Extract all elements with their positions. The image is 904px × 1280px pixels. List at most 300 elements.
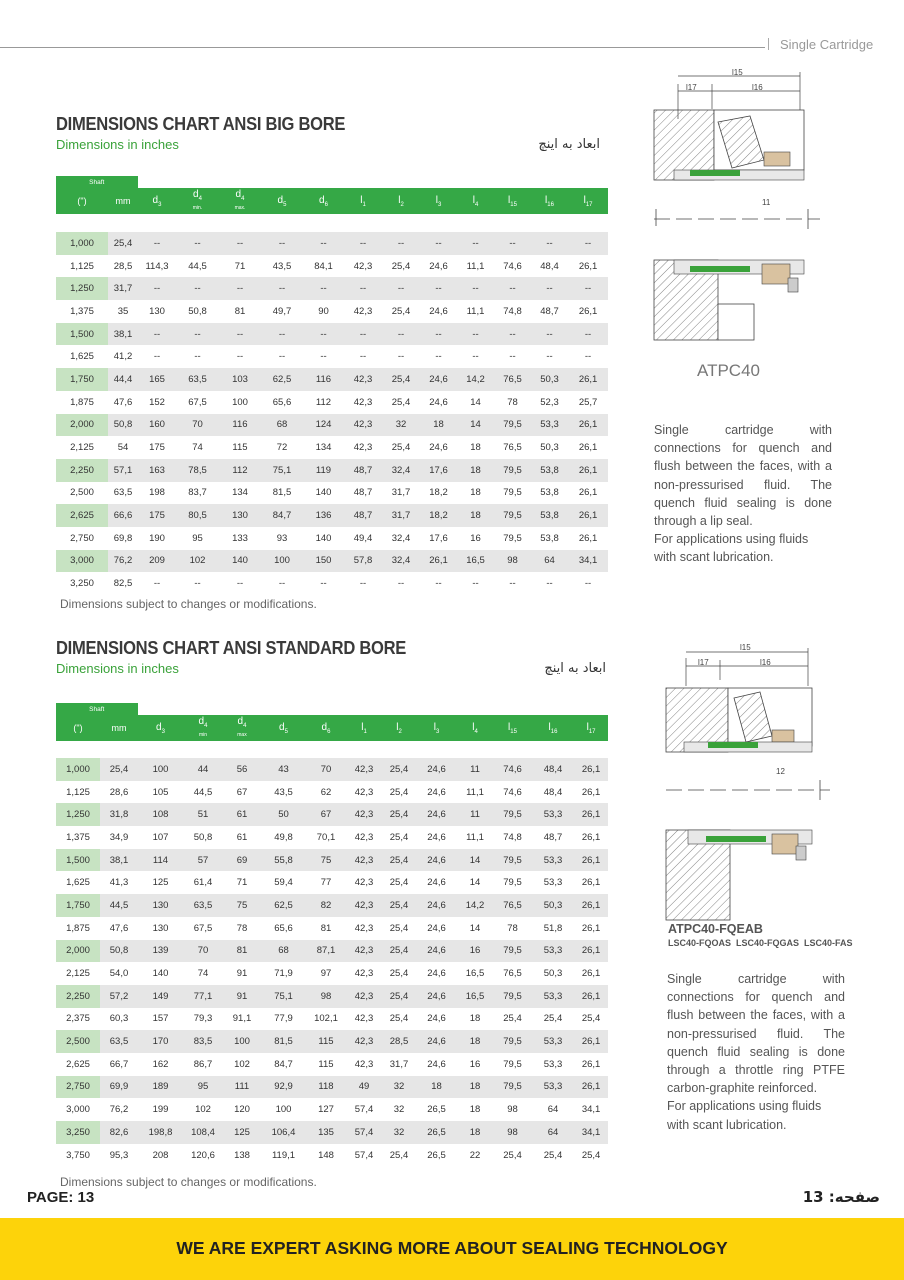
table-cell: 67,5: [193, 922, 213, 934]
std-bore-table: [56, 703, 608, 1166]
table-cell: 163: [138, 459, 176, 482]
table-cell: 136: [303, 504, 344, 527]
table-cell: 54,0: [109, 968, 129, 980]
table-cell: 26,1: [568, 414, 608, 437]
table-row: [56, 391, 608, 414]
table-cell: --: [278, 351, 286, 363]
table-cell: 14: [457, 414, 494, 437]
product2-model: ATPC40-FQEAB: [668, 922, 763, 936]
table-cell: 43,5: [272, 260, 292, 272]
table-cell: 42,3: [354, 1013, 374, 1025]
table-row: [56, 232, 608, 255]
table-cell: --: [320, 351, 327, 363]
table-cell: 108: [138, 803, 183, 826]
table-cell: 91,1: [232, 1013, 252, 1025]
table-cell: 1,250: [56, 803, 100, 826]
table-cell: 60,3: [109, 1013, 129, 1025]
table-cell: 42,3: [346, 894, 382, 917]
table-cell: 150: [303, 550, 344, 573]
col-inch: ("): [56, 715, 100, 741]
table-cell: 78: [236, 922, 248, 934]
table-cell: 26,1: [574, 1030, 608, 1053]
table-cell: 48,7: [353, 487, 373, 499]
table-cell: 92,9: [261, 1076, 306, 1099]
table-cell: 26,1: [420, 550, 457, 573]
table-cell: 1,500: [56, 323, 108, 346]
table-cell: --: [219, 323, 261, 346]
table-cell: 11,1: [466, 260, 485, 272]
table-cell: 115: [232, 442, 248, 454]
table-cell: 79,5: [494, 414, 531, 437]
table-cell: 25,4: [543, 1013, 563, 1025]
table-row: [56, 871, 608, 894]
table-cell: 16: [470, 532, 481, 544]
table-cell: 175: [149, 442, 165, 454]
table-cell: --: [303, 232, 344, 255]
table-cell: 62,5: [261, 368, 303, 391]
table-cell: 65,6: [272, 396, 292, 408]
table-cell: 2,625: [66, 1058, 90, 1070]
table-cell: 26,5: [427, 1104, 446, 1116]
table-cell: 74,8: [503, 831, 522, 843]
table-row: [56, 803, 608, 826]
table-cell: 57,1: [108, 459, 138, 482]
table-cell: 17,6: [429, 532, 448, 544]
col-d4-max: $d_4$ max: [223, 715, 261, 741]
section-label: Single Cartridge: [780, 37, 874, 52]
table-cell: 79,5: [503, 487, 522, 499]
col-l3: $l_3$: [416, 715, 457, 741]
table-row: [56, 300, 608, 323]
table-cell: 72: [276, 442, 288, 454]
table-cell: 69: [223, 849, 261, 872]
table-cell: 130: [138, 894, 183, 917]
table-cell: 49,4: [353, 532, 373, 544]
table-cell: 24,6: [429, 396, 448, 408]
table-cell: 25,4: [391, 396, 411, 408]
table-cell: 100: [138, 758, 183, 781]
table-cell: 34,1: [581, 1104, 601, 1116]
table-cell: 57,4: [354, 1149, 374, 1161]
table-cell: 86,7: [193, 1058, 213, 1070]
table-cell: 66,6: [108, 504, 138, 527]
table-cell: 57,4: [354, 1104, 374, 1116]
table-cell: 18,2: [429, 487, 448, 499]
table-cell: 54: [117, 442, 129, 454]
table-cell: 49,7: [272, 305, 292, 317]
table-cell: 16: [457, 940, 493, 963]
table-cell: 24,6: [416, 940, 457, 963]
table-cell: 70,1: [316, 831, 336, 843]
product1-desc-text: Single cartridge with connections for quench and flush between the faces, with a non-pressurised fluid. The quench fluid sealing is done through a lip seal.: [654, 423, 832, 529]
table-cell: 79,5: [493, 1076, 532, 1099]
product2-desc-text: Single cartridge with connections for quench and flush between the faces, with a non-pressurised fluid. The quench fluid sealing is done through a throttle ring PTFE carbon-graphite reinforced.: [667, 972, 845, 1096]
col-d5: $d_5$: [261, 715, 306, 741]
table-cell: 31,7: [389, 1058, 409, 1070]
std-bore-note: Dimensions subject to changes or modifications.: [60, 1175, 317, 1189]
table-cell: 53,3: [532, 1030, 574, 1053]
table-row: [56, 345, 608, 368]
table-cell: 140: [315, 532, 332, 544]
table-cell: 25,4: [389, 968, 409, 980]
table-cell: 26,1: [568, 368, 608, 391]
table-cell: 53,3: [543, 877, 563, 889]
table-cell: 162: [152, 1058, 169, 1070]
table-cell: 57,2: [100, 985, 138, 1008]
table-cell: 81: [223, 940, 261, 963]
table-cell: 25,4: [382, 894, 416, 917]
table-cell: 82,6: [100, 1121, 138, 1144]
table-cell: 50,8: [193, 831, 213, 843]
table-cell: --: [420, 277, 457, 300]
table-cell: --: [546, 578, 553, 590]
table-cell: --: [261, 277, 303, 300]
table-cell: 2,750: [70, 532, 94, 544]
table-row: [56, 323, 608, 346]
table-cell: 53,3: [532, 1076, 574, 1099]
table-row: [56, 527, 608, 550]
table-cell: 35: [117, 305, 129, 317]
table-cell: 68: [261, 414, 303, 437]
footer-banner: [0, 1218, 904, 1280]
col-mm: mm: [100, 715, 138, 741]
table-cell: 24,6: [416, 894, 457, 917]
table-cell: 42,3: [354, 1058, 374, 1070]
table-cell: 2,000: [56, 414, 108, 437]
table-cell: 130: [152, 922, 169, 934]
table-cell: 135: [306, 1121, 346, 1144]
table-cell: 134: [232, 487, 248, 499]
table-cell: 74,8: [503, 305, 522, 317]
table-cell: 18: [469, 1013, 481, 1025]
table-row: [56, 504, 608, 527]
table-cell: 14: [469, 877, 481, 889]
table-cell: 42,3: [353, 396, 373, 408]
table-cell: --: [236, 578, 244, 590]
table-cell: 34,9: [109, 831, 129, 843]
table-cell: 18: [457, 459, 494, 482]
table-cell: 25,4: [389, 1013, 409, 1025]
table-row: [56, 1008, 608, 1031]
table-cell: 42,3: [353, 305, 373, 317]
table-cell: --: [236, 351, 244, 363]
table-cell: 67: [306, 803, 346, 826]
table-cell: 38,1: [108, 323, 138, 346]
table-cell: 42,3: [346, 985, 382, 1008]
table-cell: 81,5: [272, 487, 292, 499]
col-d6: $d_6$: [303, 188, 344, 214]
table-cell: 17,6: [420, 459, 457, 482]
table-cell: 79,3: [193, 1013, 213, 1025]
table-cell: --: [153, 578, 161, 590]
table-cell: 83,7: [188, 487, 207, 499]
table-cell: --: [219, 232, 261, 255]
table-cell: --: [359, 578, 367, 590]
table-cell: 16,5: [457, 985, 493, 1008]
table-cell: 28,5: [113, 260, 133, 272]
table-cell: 2,375: [66, 1013, 90, 1025]
table-cell: 57: [183, 849, 223, 872]
table-cell: 52,3: [540, 396, 559, 408]
table-cell: 50,8: [100, 940, 138, 963]
table-cell: 1,750: [56, 368, 108, 391]
table-cell: 26,1: [574, 849, 608, 872]
table-cell: 26,1: [574, 940, 608, 963]
table-cell: 91: [223, 985, 261, 1008]
table-cell: 75,1: [261, 985, 306, 1008]
table-cell: 63,5: [113, 487, 133, 499]
table-cell: 3,250: [70, 578, 94, 590]
table-cell: --: [435, 578, 442, 590]
col-l1: $l_1$: [346, 715, 382, 741]
table-cell: 79,5: [493, 985, 532, 1008]
table-cell: 53,3: [532, 940, 574, 963]
col-d3: $d_3$: [138, 188, 176, 214]
table-cell: 79,5: [503, 877, 522, 889]
table-cell: 81: [320, 922, 332, 934]
table-cell: 25,4: [382, 940, 416, 963]
product2-variants: LSC40-FQOAS LSC40-FQGAS LSC40-FAS: [668, 938, 853, 948]
table-cell: 61: [223, 803, 261, 826]
table-cell: 67: [236, 786, 248, 798]
table-cell: --: [219, 277, 261, 300]
table-cell: 44: [183, 758, 223, 781]
shaft-header: Shaft: [56, 176, 138, 188]
table-cell: 1,125: [66, 786, 90, 798]
table-cell: 112: [219, 459, 261, 482]
table-cell: 81: [234, 305, 246, 317]
table-cell: 100: [232, 396, 248, 408]
std-bore-title: DIMENSIONS CHART ANSI STANDARD BORE: [56, 638, 407, 658]
table-cell: 41,3: [109, 877, 129, 889]
table-cell: 25,4: [108, 232, 138, 255]
col-l2: $l_2$: [382, 715, 416, 741]
table-cell: 79,5: [493, 803, 532, 826]
table-cell: 24,6: [427, 968, 446, 980]
table-cell: --: [176, 323, 219, 346]
table-cell: 25,4: [503, 1013, 522, 1025]
big-bore-table: [56, 176, 608, 595]
table-cell: --: [420, 323, 457, 346]
dim-l17: l17: [698, 658, 709, 667]
table-cell: 11,1: [466, 305, 485, 317]
table-cell: 1,250: [56, 277, 108, 300]
table-cell: 24,6: [429, 305, 448, 317]
table-cell: 47,6: [109, 922, 129, 934]
col-mm: mm: [108, 188, 138, 214]
table-cell: --: [472, 351, 479, 363]
table-cell: 48,7: [344, 459, 382, 482]
table-cell: 98: [507, 1104, 518, 1116]
table-cell: 26,1: [568, 504, 608, 527]
table-cell: 82,5: [113, 578, 133, 590]
table-cell: 42,3: [344, 414, 382, 437]
table-cell: 42,3: [354, 877, 374, 889]
table-cell: 24,6: [420, 368, 457, 391]
table-cell: 24,6: [429, 260, 448, 272]
table-row: [56, 1053, 608, 1076]
table-cell: 26,1: [578, 305, 598, 317]
table-cell: 77,1: [183, 985, 223, 1008]
col-l1: $l_1$: [344, 188, 382, 214]
table-cell: --: [138, 323, 176, 346]
table-cell: 2,125: [66, 968, 90, 980]
table-cell: 130: [149, 305, 165, 317]
table-cell: 48,7: [543, 831, 563, 843]
big-bore-note: Dimensions subject to changes or modifications.: [60, 597, 317, 611]
table-cell: 26,1: [581, 968, 601, 980]
header-separator: [768, 38, 769, 50]
table-cell: 38,1: [100, 849, 138, 872]
table-cell: 26,1: [578, 260, 598, 272]
table-cell: 61,4: [193, 877, 213, 889]
table-cell: 25,4: [382, 803, 416, 826]
table-cell: 74,6: [503, 260, 522, 272]
table-cell: 25,4: [389, 831, 409, 843]
table-cell: 1,875: [70, 396, 94, 408]
table-cell: 24,6: [416, 1030, 457, 1053]
table-cell: 103: [219, 368, 261, 391]
table-cell: 32,4: [391, 532, 411, 544]
table-cell: 1,125: [70, 260, 94, 272]
table-cell: 42,3: [346, 940, 382, 963]
table-cell: 1,875: [66, 922, 90, 934]
table-cell: 50,3: [543, 968, 563, 980]
table-cell: 26,1: [581, 786, 601, 798]
table-cell: 134: [315, 442, 332, 454]
table-cell: 84,1: [314, 260, 333, 272]
table-cell: 148: [318, 1149, 334, 1161]
table-cell: 82: [306, 894, 346, 917]
table-cell: 11: [457, 758, 493, 781]
table-cell: 3,250: [56, 1121, 100, 1144]
table-cell: 42,3: [354, 831, 374, 843]
table-cell: --: [261, 323, 303, 346]
table-cell: --: [420, 232, 457, 255]
table-header-row: [56, 715, 608, 741]
table-cell: 95: [192, 532, 203, 544]
table-cell: 42,3: [354, 922, 374, 934]
table-cell: --: [344, 232, 382, 255]
table-cell: 26,1: [578, 532, 598, 544]
product2-description: [667, 970, 845, 1134]
table-cell: --: [494, 323, 531, 346]
dim-num: 12: [776, 767, 785, 776]
shaft-header: Shaft: [56, 703, 138, 715]
table-cell: 198,8: [138, 1121, 183, 1144]
table-cell: 25,4: [391, 305, 411, 317]
table-cell: 66,7: [109, 1058, 129, 1070]
table-cell: --: [457, 277, 494, 300]
table-cell: 1,625: [70, 351, 94, 363]
table-cell: 69,9: [100, 1076, 138, 1099]
table-cell: 26,1: [574, 894, 608, 917]
table-cell: 105: [152, 786, 169, 798]
table-cell: --: [531, 323, 568, 346]
table-row: [56, 550, 608, 573]
atpc40-fqeab-drawing: [664, 640, 834, 930]
table-cell: --: [278, 578, 286, 590]
table-row: [56, 277, 608, 300]
table-cell: --: [320, 578, 327, 590]
table-cell: 98: [493, 1121, 532, 1144]
col-d4-min: $d_4$ min.: [176, 188, 219, 214]
table-cell: 32,4: [382, 550, 420, 573]
table-cell: 53,3: [532, 985, 574, 1008]
col-d5: $d_5$: [261, 188, 303, 214]
table-cell: 48,4: [543, 786, 563, 798]
table-cell: 24,6: [427, 877, 446, 889]
table-cell: --: [303, 323, 344, 346]
table-cell: 80,5: [176, 504, 219, 527]
table-cell: 97: [320, 968, 332, 980]
table-cell: 43: [261, 758, 306, 781]
table-cell: 108,4: [183, 1121, 223, 1144]
table-cell: 18: [420, 414, 457, 437]
table-cell: 26,1: [581, 831, 601, 843]
atpc40-drawing: [652, 64, 822, 364]
table-cell: 107: [152, 831, 169, 843]
table-cell: 2,500: [70, 487, 94, 499]
table-cell: 114,3: [145, 260, 169, 272]
table-cell: 25,4: [382, 985, 416, 1008]
table-cell: 69,8: [113, 532, 133, 544]
table-row: [56, 849, 608, 872]
table-cell: 62,5: [261, 894, 306, 917]
table-cell: 59,4: [274, 877, 293, 889]
table-cell: 95,3: [109, 1149, 129, 1161]
table-cell: 68: [261, 940, 306, 963]
table-cell: --: [176, 277, 219, 300]
table-cell: 119,1: [271, 1149, 296, 1161]
table-cell: 24,6: [429, 442, 448, 454]
table-cell: 2,750: [56, 1076, 100, 1099]
dim-l17: l17: [686, 83, 697, 92]
table-cell: --: [568, 277, 608, 300]
table-cell: 2,250: [56, 985, 100, 1008]
table-cell: 84,7: [274, 1058, 293, 1070]
table-cell: --: [344, 323, 382, 346]
table-cell: 83,5: [183, 1030, 223, 1053]
table-cell: --: [509, 578, 516, 590]
header-rule: [0, 47, 765, 48]
table-cell: 1,000: [56, 232, 108, 255]
table-cell: 71: [236, 877, 248, 889]
table-cell: 71,9: [274, 968, 293, 980]
table-cell: --: [531, 232, 568, 255]
table-cell: 31,8: [100, 803, 138, 826]
table-row: [56, 459, 608, 482]
table-cell: 25,4: [389, 786, 409, 798]
table-cell: 77,9: [274, 1013, 293, 1025]
table-cell: 48,7: [344, 504, 382, 527]
table-cell: 74: [192, 442, 203, 454]
table-cell: 100: [261, 550, 303, 573]
table-cell: 102: [176, 550, 219, 573]
table-cell: 74: [197, 968, 209, 980]
table-cell: 43,5: [274, 786, 293, 798]
table-cell: 170: [138, 1030, 183, 1053]
col-l4: $l_4$: [457, 715, 493, 741]
table-cell: 3,750: [66, 1149, 90, 1161]
table-cell: 189: [138, 1076, 183, 1099]
table-cell: --: [194, 578, 201, 590]
table-cell: 112: [315, 396, 332, 408]
table-cell: 78: [507, 396, 518, 408]
table-cell: 41,2: [113, 351, 133, 363]
table-cell: 53,3: [532, 803, 574, 826]
table-cell: 114: [138, 849, 183, 872]
